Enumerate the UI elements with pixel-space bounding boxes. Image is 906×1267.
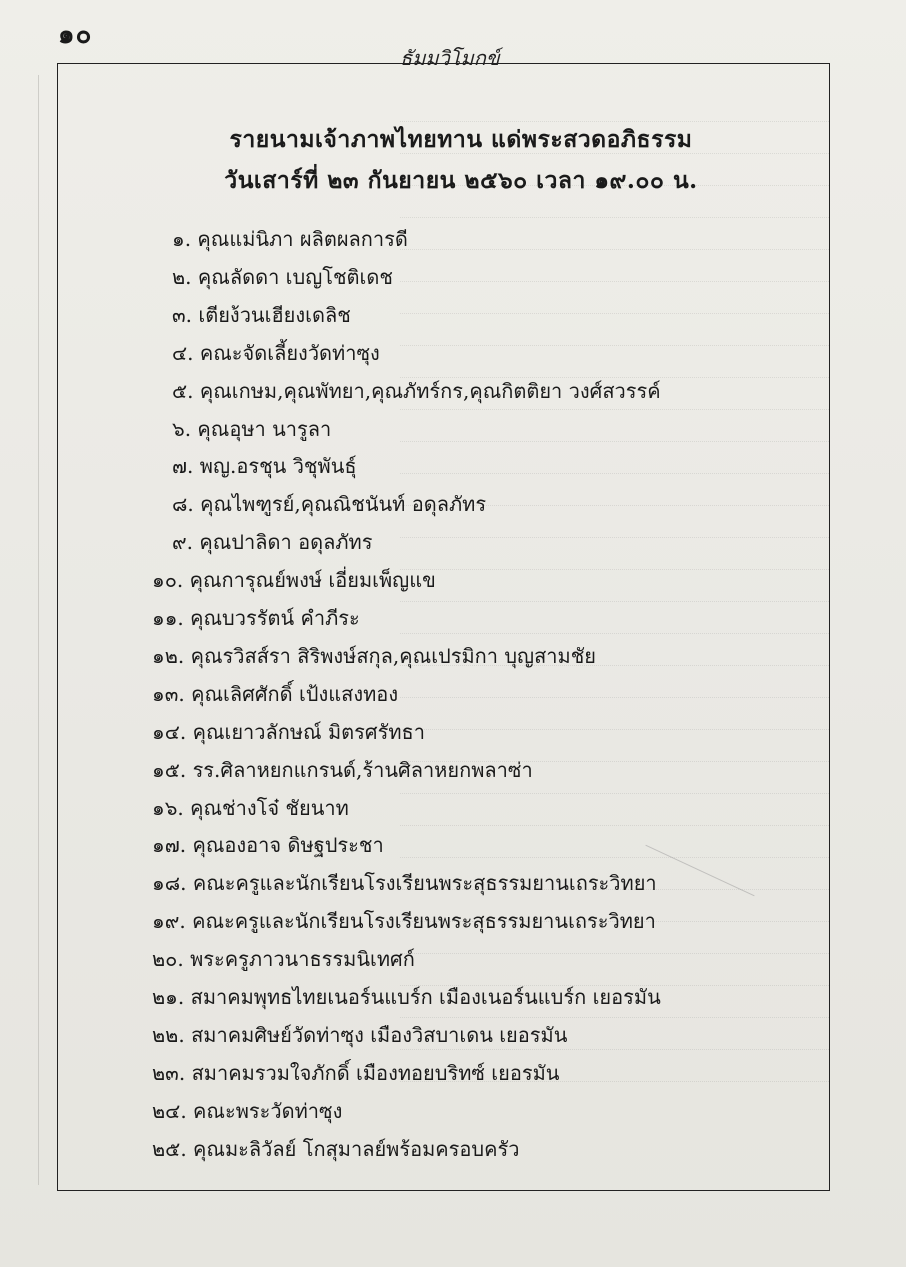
list-item-text: คุณการุณย์พงษ์ เอี่ยมเพ็ญแข [189,568,436,593]
list-item-number: ๒๐. [152,947,184,972]
list-item-text: เตียง้วนเฮียงเดลิช [198,302,351,327]
list-item [152,870,657,896]
list-item [152,643,596,669]
list-item [152,795,349,821]
list-item-number: ๒๔. [152,1098,187,1123]
list-item-number: ๑๓. [152,681,185,706]
list-item [152,832,384,858]
list-item-number: ๗. [172,454,194,479]
list-item-text: คุณรวิสส์รา สิริพงษ์สกุล,คุณเปรมิกา บุญสามชัย [190,643,597,668]
list-item-text: คุณลัดดา เบญโชติเดช [197,264,393,289]
list-item-text: คุณเลิศศักดิ์ เป้งแสงทอง [191,681,399,706]
list-item-number: ๒. [172,264,192,289]
list-item-text: คุณแม่นิภา ผลิตผลการดี [197,227,408,251]
list-item [152,984,661,1010]
list-item-number: ๓. [172,302,193,327]
list-item [172,264,393,290]
list-item-text: สมาคมรวมใจภักดิ์ เมืองทอยบริทซ์ เยอรมัน [191,1060,560,1085]
list-item-text: สมาคมพุทธไทยเนอร์นแบร์ก เมืองเนอร์นแบร์ก เยอรมัน [190,985,661,1009]
list-item-text: คุณมะลิวัลย์ โกสุมาลย์พร้อมครอบครัว [193,1136,520,1161]
list-item-number: ๑๔. [152,719,187,744]
list-item [152,681,398,707]
list-item [152,719,425,745]
list-item-number: ๑๙. [152,909,186,934]
list-item-text: พระครูภาวนาธรรมนิเทศก์ [190,947,415,972]
list-item-text: คณะครูและนักเรียนโรงเรียนพระสุธรรมยานเถระวิทยา [192,871,657,896]
list-item [152,1136,519,1162]
list-item [152,757,533,783]
list-item [172,453,357,479]
list-item-text: คุณอุษา นารูลา [197,416,332,441]
list-item [152,567,436,593]
list-item [152,1060,559,1086]
list-item-text: คุณเกษม,คุณพัทยา,คุณภัทร์กร,คุณกิตติยา วงศ์สวรรค์ [199,378,661,403]
list-item-number: ๕. [172,378,194,403]
list-item-text: คณะพระวัดท่าซุง [193,1098,343,1123]
list-item-text: คณะครูและนักเรียนโรงเรียนพระสุธรรมยานเถระวิทยา [192,909,656,934]
list-item-text: รร.ศิลาหยกแกรนด์,ร้านศิลาหยกพลาซ่า [192,757,533,782]
list-item-number: ๑๐. [152,568,184,593]
list-item-number: ๑๗. [152,833,187,858]
list-item [152,946,415,972]
list-item [152,1098,342,1124]
list-item-number: ๒๒. [152,1022,185,1047]
list-item-text: คุณเยาวลักษณ์ มิตรศรัทธา [192,719,425,744]
list-item [152,908,656,934]
list-item-number: ๑. [172,227,192,251]
list-item-number: ๑๒. [152,643,185,668]
title-line-1: รายนามเจ้าภาพไทยทาน แด่พระสวดอภิธรรม [229,126,693,153]
list-item [172,226,408,252]
list-item [172,491,486,517]
list-item-text: คณะจัดเลี้ยงวัดท่าซุง [199,340,380,365]
list-item-number: ๑๕. [152,757,187,782]
list-item [152,605,360,631]
list-item-text: คุณปาลิดา อดุลภัทร [199,530,373,555]
list-item-text: คุณบวรรัตน์ คำภีระ [190,606,360,630]
list-item [172,378,661,404]
list-item [172,340,380,366]
list-item-text: พญ.อรชุน วิชุพันธุ์ [199,454,357,479]
list-item-text: สมาคมศิษย์วัดท่าซุง เมืองวิสบาเดน เยอรมัน [191,1022,568,1047]
list-item-number: ๑๘. [152,871,187,896]
running-head: ธัมมวิโมกข์ [400,46,500,70]
list-item-number: ๒๓. [152,1060,186,1085]
list-item-text: คุณไพฑูรย์,คุณณิชนันท์ อดุลภัทร [200,492,487,517]
list-item-number: ๒๑. [152,985,185,1009]
page-number: ๑๐ [58,20,93,50]
list-item-number: ๑๖. [152,795,184,820]
list-item-text: คุณช่างโจ๋ ชัยนาท [190,795,349,820]
title-line-2: วันเสาร์ที่ ๒๓ กันยายน ๒๕๖๐ เวลา ๑๙.๐๐ น. [224,167,698,194]
list-item [152,1022,567,1048]
list-item-text: คุณองอาจ ดิษฐประชา [192,833,384,858]
list-item-number: ๑๑. [152,606,184,630]
list-item [172,302,351,328]
list-item-number: ๔. [172,340,194,365]
frame-shadow [38,75,45,1185]
list-item [172,416,331,442]
list-item-number: ๖. [172,416,192,441]
list-item-number: ๙. [172,530,194,555]
list-item-number: ๒๕. [152,1136,187,1161]
list-item [172,529,372,555]
list-item-number: ๘. [172,492,194,517]
